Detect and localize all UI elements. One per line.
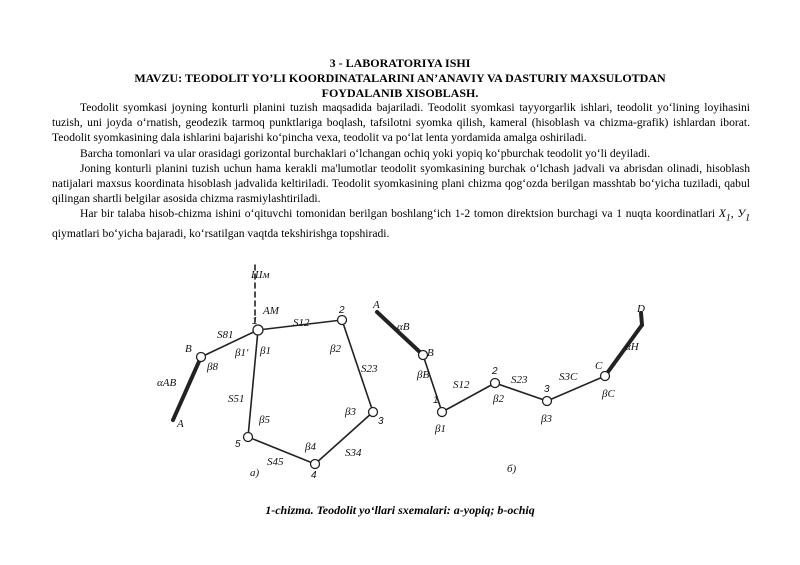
label-closed-1: 1 bbox=[252, 316, 258, 327]
open-point-1 bbox=[438, 408, 447, 417]
label-closed-a: A bbox=[177, 418, 184, 430]
topic-title: MAVZU: TEODOLIT YO’LI KOORDINATALARINI AN’ANAVIY VA DASTURIY MAXSULOTDAN bbox=[134, 71, 666, 85]
closed-point-5 bbox=[244, 433, 253, 442]
paragraph-4-end: qiymatlari bo‘yicha bajaradi, ko‘rsatilgan vaqtda tekshirishga topshiradi. bbox=[52, 226, 390, 240]
label-open-3: 3 bbox=[544, 384, 550, 395]
label-open-side-s12: S12 bbox=[453, 379, 470, 391]
label-angle-b5: β5 bbox=[259, 414, 270, 426]
label-bearing-am: AM bbox=[263, 305, 279, 317]
label-closed-2: 2 bbox=[339, 305, 345, 316]
label-open-b: B bbox=[427, 347, 434, 359]
sublabel-a: a) bbox=[250, 467, 260, 479]
label-open-2: 2 bbox=[492, 366, 498, 377]
topic-title-cont: FOYDALANIB XISOBLASH. bbox=[321, 86, 479, 100]
label-angle-b1-prime: β1' bbox=[235, 347, 249, 359]
sublabel-b: б) bbox=[507, 463, 517, 475]
open-point-c bbox=[601, 372, 610, 381]
y-variable: У bbox=[737, 207, 746, 221]
label-open-a: A bbox=[373, 299, 380, 311]
paragraph-1: Teodolit syomkasi joyning konturli planini tuzish maqsadida bajariladi. Teodolit syomkasi tayyorgarlik ishlari, teodolit yo‘lining loyihasini tuzish, uni joyda o‘rnatish, geodezik tarmoq punktlariga boqlash, tafsilotni syomka qilish, kameral (hisoblash va chizma-grafik) ishlardan iborat. Teodolit syomkasining dala ishlarini bajarishi ko‘pincha vexa, teodolit va po‘lat lenta yordamida amalga oshiriladi. bbox=[52, 101, 750, 145]
closed-point-4 bbox=[311, 460, 320, 469]
x-subscript: 1 bbox=[725, 212, 731, 224]
label-closed-4: 4 bbox=[311, 470, 317, 481]
paragraph-3: Joning konturli planini tuzish uchun hama kerakli ma'lumotlar teodolit syomkasining burchak o‘lchash jadvali va abrisdan olinadi, hisoblash natijalari maxsus koordinata hisoblash jadvalida keltiriladi. Teodolit syomkasining plani chizma qog‘ozda berilgan masshtab bo‘yicha tuziladi, qabul qilingan shartli belgilar asosida chizma rasmiylashtiriladi. bbox=[52, 161, 750, 206]
label-side-s34: S34 bbox=[345, 447, 362, 459]
label-bearing-aab: αAB bbox=[157, 377, 177, 389]
open-point-2 bbox=[491, 379, 500, 388]
label-angle-b8: β8 bbox=[207, 361, 218, 373]
label-angle-b1: β1 bbox=[260, 345, 271, 357]
closed-point-b bbox=[197, 353, 206, 362]
label-side-s12: S12 bbox=[293, 317, 310, 329]
open-point-3 bbox=[543, 397, 552, 406]
label-closed-b: B bbox=[185, 343, 192, 355]
label-side-s51: S51 bbox=[228, 393, 245, 405]
label-angle-open-b2: β2 bbox=[493, 393, 504, 405]
label-north: Шм bbox=[251, 269, 270, 281]
paragraph-4-text: Har bir talaba hisob-chizma ishini o‘qituvchi tomonidan berilgan boshlang‘ich 1-2 tomon direktsion burchagi va 1 nuqta koordinatlari bbox=[80, 207, 719, 221]
closed-point-2 bbox=[338, 316, 347, 325]
closed-side-51 bbox=[248, 330, 258, 437]
label-angle-open-b1: β1 bbox=[435, 423, 446, 435]
label-open-d: D bbox=[637, 303, 645, 315]
closed-point-3 bbox=[369, 408, 378, 417]
closed-start-side-ab bbox=[173, 357, 201, 420]
body-text bbox=[52, 100, 750, 241]
traverse-figure bbox=[155, 262, 660, 484]
label-open-c: C bbox=[595, 360, 603, 372]
closed-side-34 bbox=[315, 412, 373, 464]
separator: , bbox=[730, 207, 738, 221]
label-open-1: 1 bbox=[433, 395, 439, 406]
label-angle-bc: βC bbox=[602, 388, 615, 400]
label-angle-open-b3: β3 bbox=[541, 413, 552, 425]
label-side-s23: S23 bbox=[361, 363, 378, 375]
label-bearing-ab: αB bbox=[397, 321, 410, 333]
label-closed-3: 3 bbox=[378, 416, 384, 427]
x-variable: X bbox=[718, 207, 726, 221]
paragraph-4 bbox=[52, 206, 750, 241]
label-open-side-s3c: S3C bbox=[559, 371, 578, 383]
label-side-s81: S81 bbox=[217, 329, 234, 341]
figure-caption: 1-chizma. Teodolit yo‘llari sxemalari: a-yopiq; b-ochiq bbox=[265, 503, 535, 517]
label-angle-bb: βB bbox=[417, 369, 430, 381]
paragraph-2: Barcha tomonlari va ular orasidagi gorizontal burchaklari o‘lchangan ochiq yoki yopiq ko‘pburchak teodolit yo‘li deyiladi. bbox=[80, 146, 651, 160]
label-angle-b2: β2 bbox=[330, 343, 341, 355]
label-bearing-ah: αH bbox=[625, 341, 639, 353]
label-angle-b4: β4 bbox=[305, 441, 316, 453]
label-open-side-s23: S23 bbox=[511, 374, 528, 386]
traverse-diagram bbox=[155, 262, 660, 484]
lab-title: 3 - LABORATORIYA ISHI bbox=[329, 56, 471, 70]
label-side-s45: S45 bbox=[267, 456, 284, 468]
open-start-side-ab bbox=[377, 312, 423, 355]
label-angle-b3: β3 bbox=[345, 406, 356, 418]
y-subscript: 1 bbox=[745, 212, 751, 224]
heading bbox=[52, 56, 748, 101]
label-closed-5: 5 bbox=[235, 439, 241, 450]
